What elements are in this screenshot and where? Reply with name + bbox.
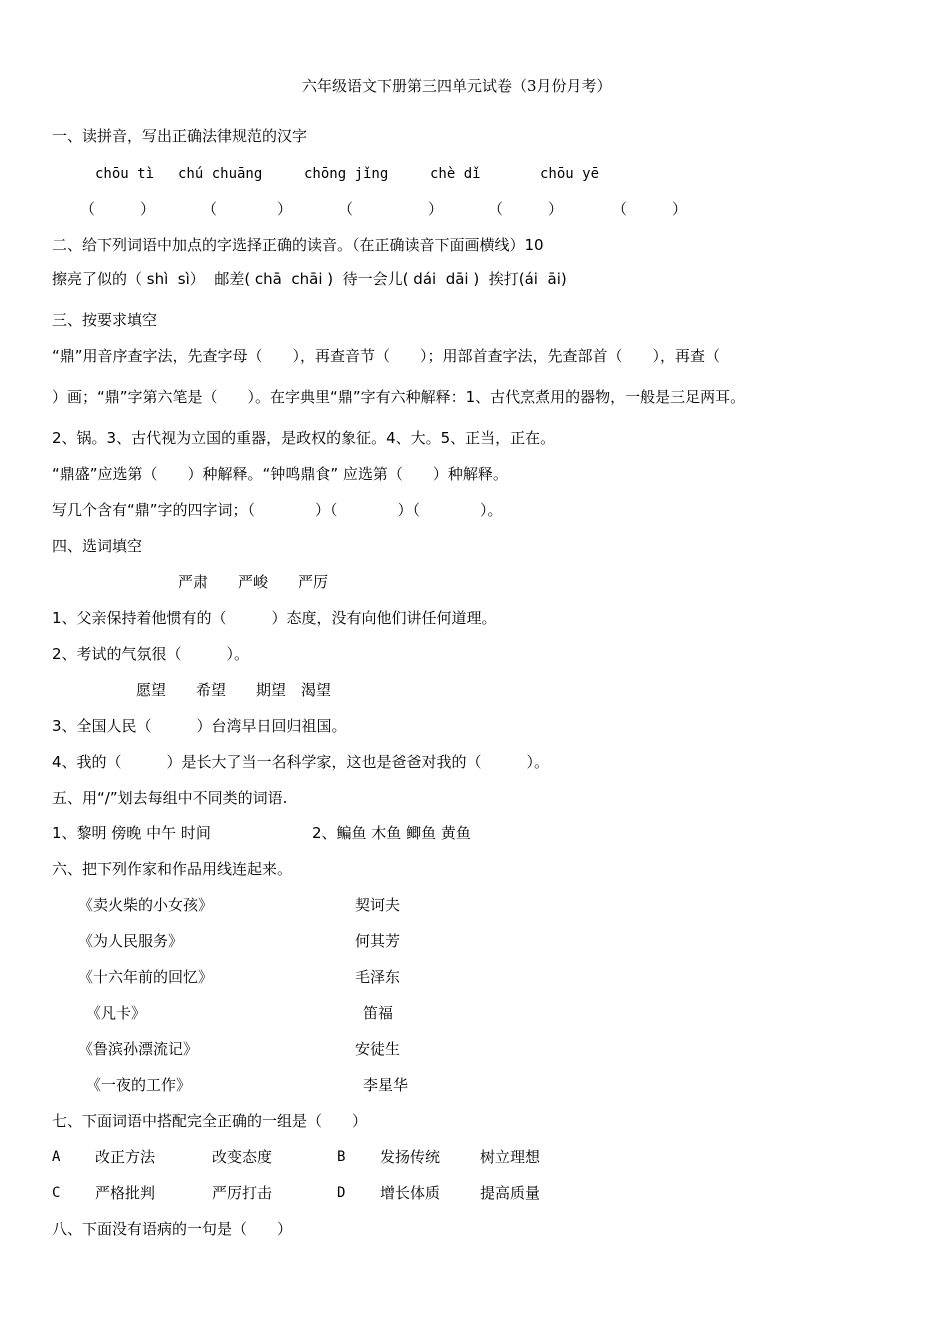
- fill-line-1: “鼎”用音序查字法，先查字母（ ），再查音节（ ）；用部首查字法，先查部首（ ），再查（: [52, 347, 721, 365]
- question-3: 3、全国人民（ ）台湾早日回归祖国。: [52, 717, 347, 735]
- pinyin-5: chōu yē: [540, 166, 600, 182]
- answer-blank-5[interactable]: （ ）: [612, 200, 688, 218]
- option-a-word-1: 改正方法: [95, 1148, 156, 1166]
- section-8-heading: 八、下面没有语病的一句是（ ）: [52, 1220, 293, 1238]
- author-4: 笛福: [363, 1004, 394, 1022]
- section-6-heading: 六、把下列作家和作品用线连起来。: [52, 860, 293, 878]
- author-3: 毛泽东: [355, 968, 401, 986]
- section-4-heading: 四、选词填空: [52, 537, 143, 555]
- question-1: 1、父亲保持着他惯有的（ ）态度，没有向他们讲任何道理。: [52, 609, 497, 627]
- option-b-word-1: 发扬传统: [380, 1148, 441, 1166]
- option-b-label: B: [337, 1149, 346, 1165]
- pinyin-4: chè dǐ: [430, 166, 481, 182]
- section-3-heading: 三、按要求填空: [52, 311, 158, 329]
- work-4: 《凡卡》: [86, 1004, 147, 1022]
- fill-line-3: 2、锅。3、古代视为立国的重器，是政权的象征。4、大。5、正当，正在。: [52, 429, 556, 447]
- author-1: 契诃夫: [355, 896, 401, 914]
- author-5: 安徒生: [355, 1040, 401, 1058]
- word-group-1: 1、黎明 傍晚 中午 时间: [52, 824, 211, 842]
- word-bank-1: 严肃 严峻 严厉: [178, 573, 329, 591]
- word-group-2: 2、鳊鱼 木鱼 鲫鱼 黄鱼: [312, 824, 471, 842]
- pinyin-1: chōu tì: [95, 166, 155, 182]
- answer-blank-3[interactable]: （ ）: [338, 200, 444, 218]
- option-d-label: D: [337, 1185, 346, 1201]
- answer-blank-2[interactable]: （ ）: [202, 200, 293, 218]
- page-title: 六年级语文下册第三四单元试卷（3月份月考）: [302, 77, 612, 95]
- section-1-heading: 一、读拼音，写出正确法律规范的汉字: [52, 127, 308, 145]
- option-a-word-2: 改变态度: [212, 1148, 273, 1166]
- author-2: 何其芳: [355, 932, 401, 950]
- fill-line-5: 写几个含有“鼎”字的四字词；（ ）（ ）（ ）。: [52, 501, 503, 519]
- work-2: 《为人民服务》: [78, 932, 184, 950]
- answer-blank-1[interactable]: （ ）: [80, 200, 156, 218]
- section-7-heading: 七、下面词语中搭配完全正确的一组是（ ）: [52, 1112, 368, 1130]
- option-d-word-1: 增长体质: [380, 1184, 441, 1202]
- word-bank-2: 愿望 希望 期望 渴望: [136, 681, 332, 699]
- section-2-heading: 二、给下列词语中加点的字选择正确的读音。（在正确读音下面画横线）10: [52, 236, 544, 254]
- option-a-label: A: [52, 1149, 61, 1165]
- pinyin-3: chōng jǐng: [304, 166, 389, 182]
- option-c-label: C: [52, 1185, 61, 1201]
- reading-choice-line: 擦亮了似的（ shì sì） 邮差( chā chāi ) 待一会儿( dái dāi ) 挨打(ái āi): [52, 270, 567, 288]
- answer-blank-4[interactable]: （ ）: [488, 200, 564, 218]
- work-5: 《鲁滨孙漂流记》: [78, 1040, 199, 1058]
- pinyin-2: chú chuāng: [178, 166, 263, 182]
- fill-line-2: ）画；“鼎”字第六笔是（ ）。在字典里“鼎”字有六种解释：1、古代烹煮用的器物，一般是三足两耳。: [52, 388, 746, 406]
- author-6: 李星华: [363, 1076, 409, 1094]
- option-c-word-1: 严格批判: [95, 1184, 156, 1202]
- option-d-word-2: 提高质量: [480, 1184, 541, 1202]
- question-2: 2、考试的气氛很（ ）。: [52, 645, 250, 663]
- section-5-heading: 五、用“/”划去每组中不同类的词语.: [52, 789, 288, 807]
- option-c-word-2: 严厉打击: [212, 1184, 273, 1202]
- option-b-word-2: 树立理想: [480, 1148, 541, 1166]
- question-4: 4、我的（ ）是长大了当一名科学家，这也是爸爸对我的（ ）。: [52, 753, 550, 771]
- work-6: 《一夜的工作》: [86, 1076, 192, 1094]
- work-3: 《十六年前的回忆》: [78, 968, 214, 986]
- work-1: 《卖火柴的小女孩》: [78, 896, 214, 914]
- fill-line-4: “鼎盛”应选第（ ）种解释。“钟鸣鼎食” 应选第（ ）种解释。: [52, 465, 508, 483]
